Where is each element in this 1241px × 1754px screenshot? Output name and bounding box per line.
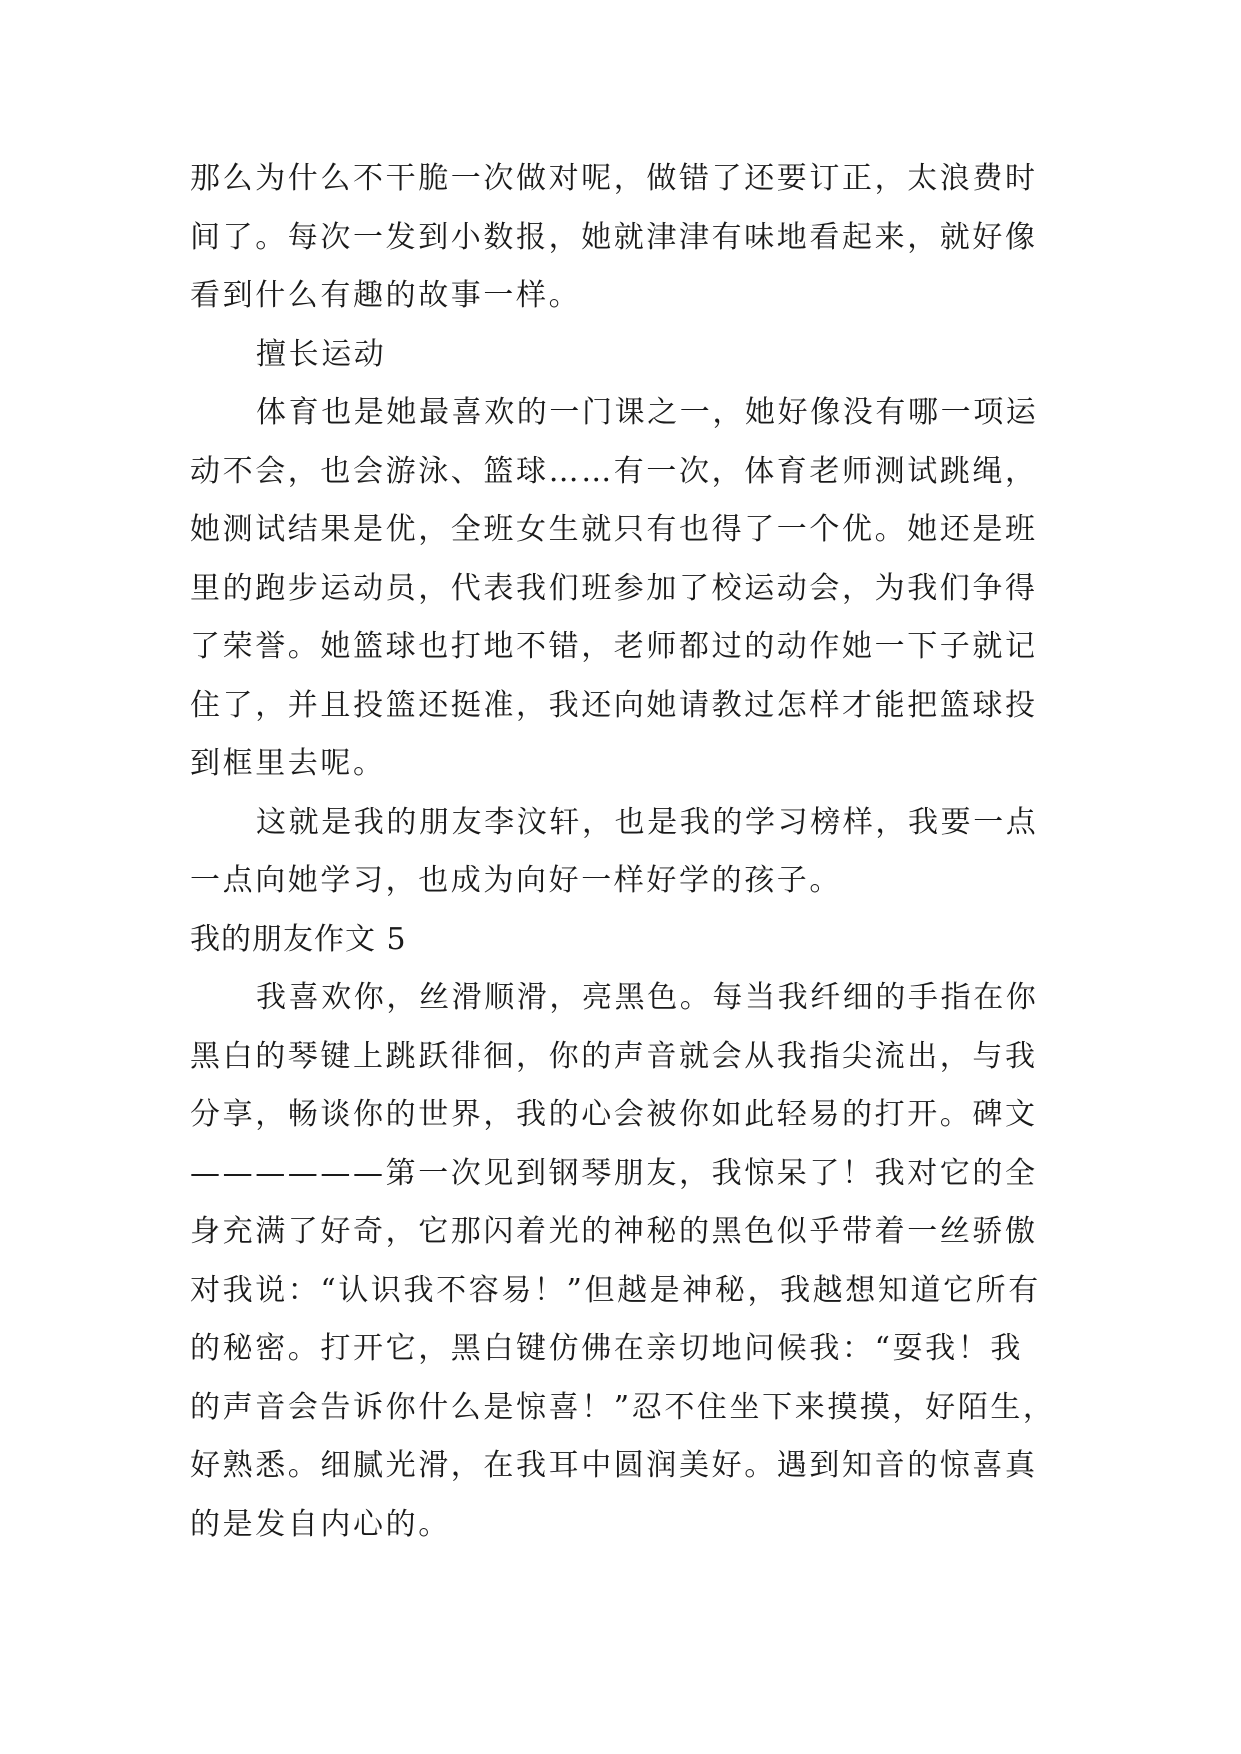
text-line: 里的跑步运动员，代表我们班参加了校运动会，为我们争得	[190, 570, 1038, 606]
text-line: 分享，畅谈你的世界，我的心会被你如此轻易的打开。碑文	[190, 1097, 1038, 1132]
text-line: 的声音会告诉你什么是惊喜！”忍不住坐下来摸摸，好陌生，	[190, 1389, 1056, 1425]
essay-title: 我的朋友作文 5	[190, 921, 407, 957]
text-line: 一点向她学习，也成为向好一样好学的孩子。	[190, 863, 842, 898]
section-heading: 擅长运动	[256, 336, 387, 372]
text-line: 她测试结果是优，全班女生就只有也得了一个优。她还是班	[190, 512, 1038, 547]
text-line: 黑白的琴键上跳跃徘徊，你的声音就会从我指尖流出，与我	[190, 1038, 1038, 1074]
text-line: 好熟悉。细腻光滑，在我耳中圆润美好。遇到知音的惊喜真	[190, 1448, 1038, 1483]
text-line: ——————第一次见到钢琴朋友，我惊呆了！我对它的全	[190, 1155, 1038, 1191]
text-line: 到框里去呢。	[190, 746, 386, 781]
text-line: 的是发自内心的。	[190, 1506, 451, 1542]
text-line: 身充满了好奇，它那闪着光的神秘的黑色似乎带着一丝骄傲	[190, 1214, 1038, 1249]
text-line: 动不会，也会游泳、篮球……有一次，体育老师测试跳绳，	[190, 453, 1038, 489]
text-line: 对我说：“认识我不容易！”但越是神秘，我越想知道它所有	[190, 1272, 1041, 1308]
text-line: 我喜欢你，丝滑顺滑，亮黑色。每当我纤细的手指在你	[256, 980, 1039, 1015]
text-line: 看到什么有趣的故事一样。	[190, 278, 582, 313]
text-line: 间了。每次一发到小数报，她就津津有味地看起来，就好像	[190, 219, 1038, 255]
text-line: 体育也是她最喜欢的一门课之一，她好像没有哪一项运	[256, 395, 1039, 430]
text-line: 的秘密。打开它，黑白键仿佛在亲切地问候我：“耍我！我	[190, 1331, 1023, 1366]
document-page	[190, 150, 1060, 1554]
text-line: 了荣誉。她篮球也打地不错，老师都过的动作她一下子就记	[190, 629, 1038, 664]
text-line: 那么为什么不干脆一次做对呢，做错了还要订正，太浪费时	[190, 161, 1038, 196]
text-line: 住了，并且投篮还挺准，我还向她请教过怎样才能把篮球投	[190, 687, 1038, 723]
text-line: 这就是我的朋友李汶轩，也是我的学习榜样，我要一点	[256, 804, 1039, 840]
